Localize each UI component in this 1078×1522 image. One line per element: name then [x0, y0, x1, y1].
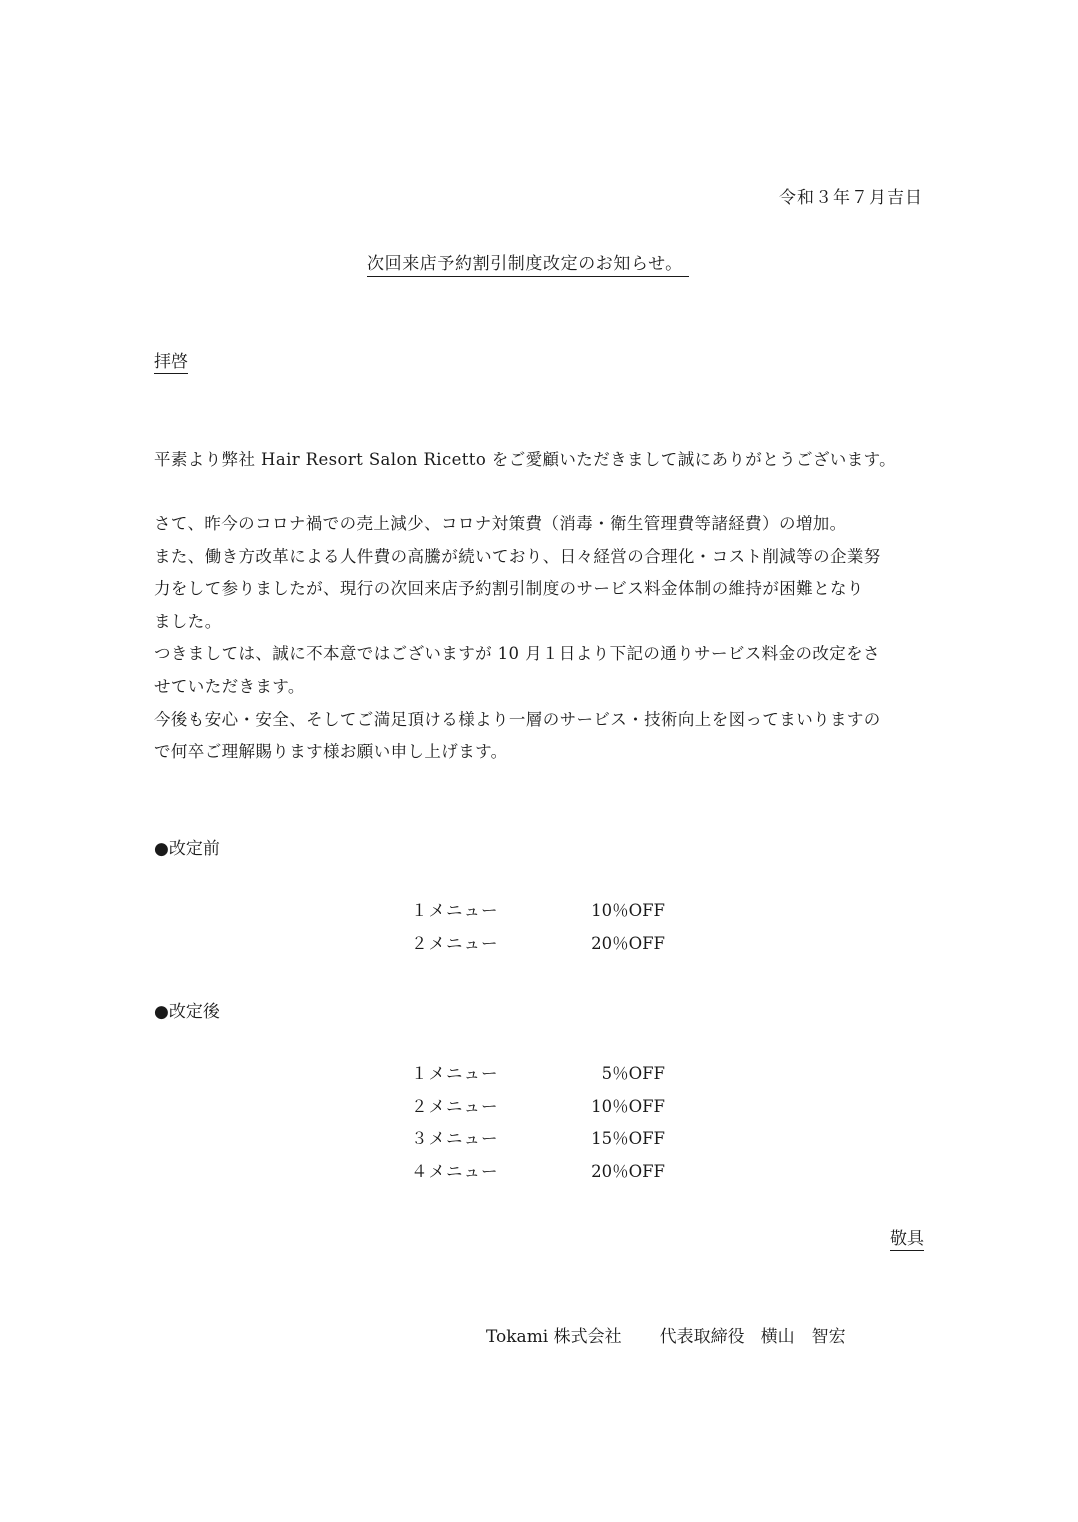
table-row — [411, 895, 665, 928]
table-row — [411, 928, 665, 961]
greeting: 拝啓 — [154, 347, 188, 374]
discount-value: 15％OFF — [591, 1129, 665, 1148]
table-row — [411, 1058, 665, 1091]
body-line: ました。 — [154, 611, 222, 631]
after-revision-heading: ●改定後 — [154, 1002, 220, 1022]
menu-count: ２メニュー — [411, 1096, 499, 1116]
discount-value: 20％OFF — [591, 933, 665, 953]
discount-value: 10％OFF — [591, 1096, 665, 1116]
menu-count: １メニュー — [411, 1064, 499, 1083]
body-line: また、働き方改革による人件費の高騰が続いており、日々経営の合理化・コスト削減等の企業努 — [154, 546, 881, 566]
after-revision-table — [411, 1058, 665, 1188]
document-title: 次回来店予約割引制度改定のお知らせ。 — [367, 249, 689, 277]
menu-count: ３メニュー — [411, 1129, 499, 1148]
discount-value: 20％OFF — [591, 1161, 665, 1181]
table-row — [411, 1123, 665, 1156]
signature-company: Tokami 株式会社 — [486, 1327, 622, 1347]
intro-paragraph: 平素より弊社 Hair Resort Salon Ricetto をご愛顧いただきまして誠にありがとうございます。 — [154, 450, 897, 469]
menu-count: １メニュー — [411, 901, 499, 920]
before-revision-table — [411, 895, 665, 960]
signature-name: 横山 智宏 — [760, 1327, 846, 1347]
body-line: さて、昨今のコロナ禍での売上減少、コロナ対策費（消毒・衛生管理費等諸経費）の増加。 — [154, 514, 847, 533]
table-row — [411, 1091, 665, 1124]
menu-count: ４メニュー — [411, 1161, 499, 1181]
body-line: 今後も安心・安全、そしてご満足頂ける様より一層のサービス・技術向上を図ってまいりますの — [154, 709, 881, 729]
table-row — [411, 1156, 665, 1189]
document-date: 令和３年７月吉日 — [779, 188, 923, 208]
discount-value: 5％OFF — [601, 1064, 665, 1083]
closing-remark: 敬具 — [890, 1224, 924, 1251]
signature — [486, 1322, 846, 1347]
before-revision-heading: ●改定前 — [154, 839, 220, 859]
menu-count: ２メニュー — [411, 933, 499, 953]
signature-role: 代表取締役 — [659, 1327, 745, 1347]
body-line: つきましては、誠に不本意ではございますが 10 月１日より下記の通りサービス料金の改定をさ — [154, 644, 880, 664]
body-line: 力をして参りましたが、現行の次回来店予約割引制度のサービス料金体制の維持が困難となり — [154, 579, 864, 599]
body-paragraph — [154, 508, 929, 769]
body-line: で何卒ご理解賜ります様お願い申し上げます。 — [154, 742, 508, 762]
body-line: せていただきます。 — [154, 676, 305, 696]
discount-value: 10％OFF — [591, 901, 665, 920]
